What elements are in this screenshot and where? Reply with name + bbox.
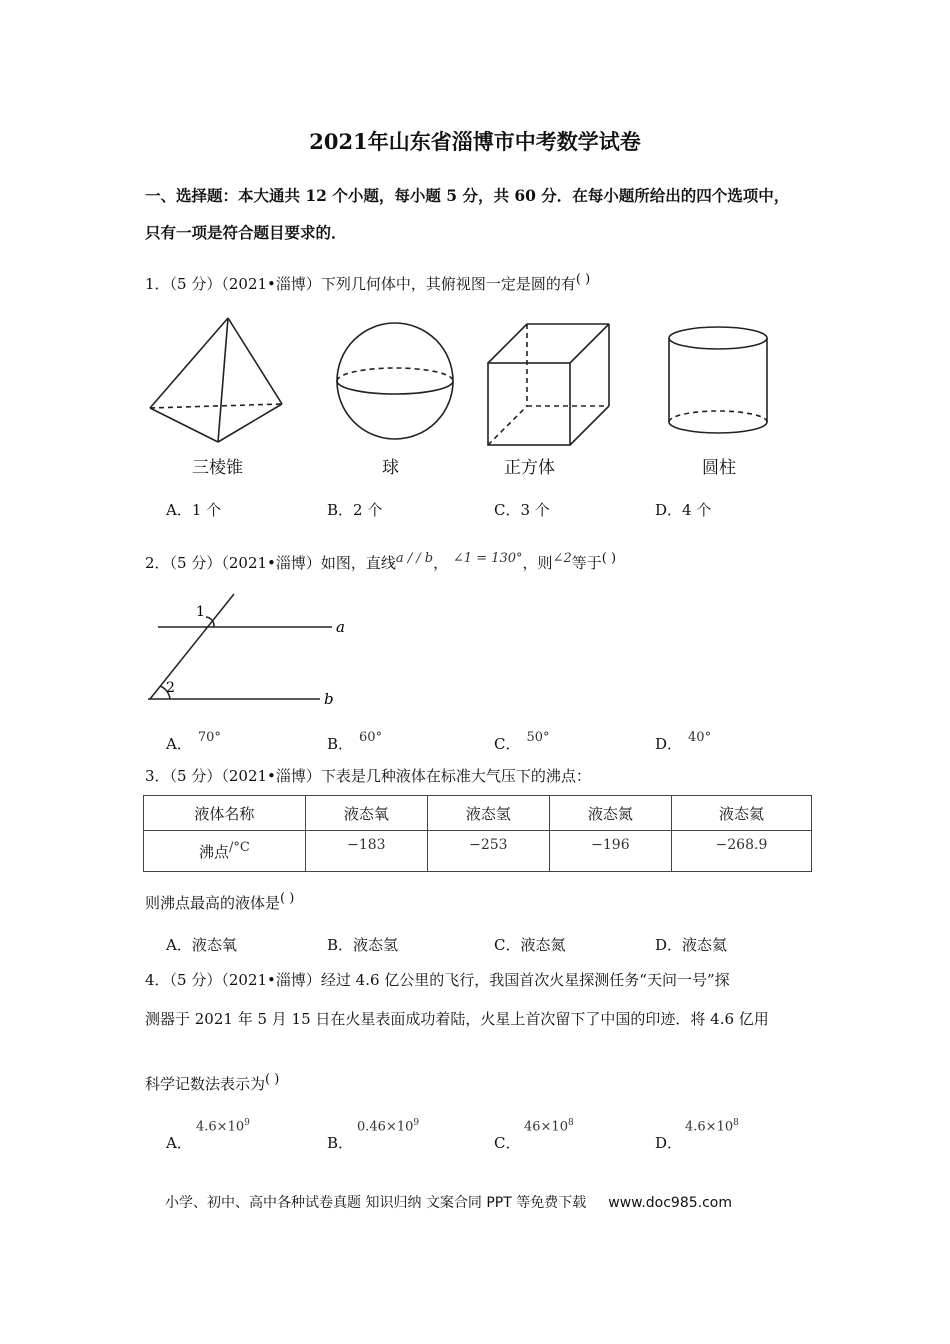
question-3-followup	[145, 891, 294, 913]
shape-label-triangular-pyramid: 三棱锥	[192, 458, 243, 478]
option-value	[685, 1118, 739, 1134]
option-value: 70°	[197, 730, 221, 745]
footer-link[interactable]: www.doc985.com	[608, 1195, 732, 1211]
option-mantissa: 0.46×10	[357, 1119, 414, 1135]
angle1-expression: ∠1 = 130°	[452, 551, 523, 566]
footer-text: 小学、初中、高中各种试卷真题 知识归纳 文案合同 PPT 等免费下载	[165, 1195, 587, 1211]
option-exponent: 9	[413, 1118, 420, 1128]
answer-blank: ( )	[601, 551, 617, 566]
q3-option-a[interactable]: A．液态氧	[166, 936, 237, 954]
table-cell: −253	[427, 831, 549, 872]
question-2-text-end: 等于	[571, 554, 602, 572]
table-header-cell: 液态氢	[427, 796, 549, 831]
question-3-followup-text: 则沸点最高的液体是	[145, 894, 281, 912]
question-2-stem: 2．（5 分）（2021•淄博）如图，直线a / / b， ∠1 = 130°，则∠2等于( )	[145, 551, 617, 572]
option-value	[524, 1118, 574, 1134]
question-1-text: 1．（5 分）（2021•淄博）下列几何体中，其俯视图一定是圆的有	[145, 275, 576, 293]
table-header-cell: 液体名称	[144, 796, 306, 831]
question-2-text-mid: ，则	[522, 554, 553, 572]
option-letter: A．	[166, 1134, 192, 1152]
option-exponent: 8	[733, 1118, 739, 1128]
table-header-cell: 液态氧	[305, 796, 427, 831]
option-value: 40°	[688, 730, 712, 745]
sphere-drawing	[337, 323, 453, 439]
q2-option-a[interactable]	[166, 730, 221, 754]
table-cell: −183	[305, 831, 427, 872]
option-letter: B．	[327, 735, 354, 753]
page-footer	[165, 1192, 732, 1212]
table-header-cell: 液态氦	[671, 796, 811, 831]
table-header-cell: 液态氮	[549, 796, 671, 831]
q1-option-a[interactable]: A．1 个	[166, 501, 222, 519]
q1-option-b[interactable]: B．2 个	[327, 501, 383, 519]
answer-blank: ( )	[575, 272, 591, 287]
option-letter: C．	[494, 1134, 521, 1152]
row-label-text: 沸点	[198, 843, 229, 861]
angle-1-arc	[206, 617, 214, 627]
table-row-label	[144, 831, 306, 872]
option-letter: B．	[327, 1134, 354, 1152]
q3-option-d[interactable]: D．液态氦	[655, 936, 728, 954]
question-1-stem	[145, 272, 590, 294]
option-letter: D．	[655, 1134, 683, 1152]
question-1-solids-figure	[140, 310, 790, 450]
line-b-label: b	[324, 690, 334, 708]
shape-label-sphere: 球	[382, 458, 399, 478]
option-mantissa: 46×10	[524, 1119, 568, 1135]
table-cell: −196	[549, 831, 671, 872]
option-value: 50°	[526, 730, 550, 745]
parallel-expression: a / / b	[395, 551, 434, 566]
table-row	[144, 831, 812, 872]
option-letter: A．	[166, 735, 192, 753]
angle-2-label: 2	[166, 680, 175, 696]
table-header-row	[144, 796, 812, 831]
answer-blank: ( )	[265, 1072, 280, 1087]
question-4-line3	[145, 1072, 279, 1094]
section-instructions-line1: 一、选择题：本大通共 12 个小题，每小题 5 分，共 60 分．在每小题所给出的四个选项中，	[145, 186, 790, 205]
page-title: 2021年山东省淄博市中考数学试卷	[309, 129, 641, 154]
q3-option-b[interactable]: B．液态氢	[327, 936, 399, 954]
option-exponent: 9	[244, 1118, 250, 1128]
option-value: 60°	[359, 730, 383, 745]
transversal-line	[150, 594, 234, 699]
option-value	[357, 1118, 419, 1134]
question-4-line2: 测器于 2021 年 5 月 15 日在火星表面成功着陆，火星上首次留下了中国的印迹．将 4.6 亿用	[145, 1010, 769, 1028]
question-2-parallel-lines-figure	[140, 590, 360, 715]
answer-blank: ( )	[280, 891, 295, 906]
option-letter: C．	[494, 735, 521, 753]
question-3-stem: 3．（5 分）（2021•淄博）下表是几种液体在标准大气压下的沸点：	[145, 767, 591, 785]
option-value	[196, 1118, 250, 1134]
shape-label-cylinder: 圆柱	[702, 458, 736, 478]
question-4-line3-text: 科学记数法表示为	[145, 1075, 266, 1093]
q1-option-d[interactable]: D．4 个	[655, 501, 712, 519]
q1-option-c[interactable]: C．3 个	[494, 501, 550, 519]
table-cell: −268.9	[671, 831, 811, 872]
boiling-point-table	[143, 795, 812, 872]
q2-option-b[interactable]	[327, 730, 382, 754]
question-4-line1: 4．（5 分）（2021•淄博）经过 4.6 亿公里的飞行，我国首次火星探测任务“天问一号”探	[145, 971, 730, 989]
option-mantissa: 4.6×10	[196, 1119, 245, 1135]
angle2-expression: ∠2	[552, 551, 572, 566]
option-letter: D．	[655, 735, 683, 753]
line-a-label: a	[336, 618, 345, 636]
cylinder-drawing	[669, 327, 767, 433]
triangular-pyramid-drawing	[150, 318, 282, 442]
q3-option-c[interactable]: C．液态氮	[494, 936, 566, 954]
option-exponent: 8	[567, 1118, 574, 1128]
option-mantissa: 4.6×10	[685, 1119, 734, 1135]
shape-label-cube: 正方体	[504, 458, 555, 478]
cube-drawing	[488, 324, 609, 445]
q2-option-d[interactable]	[655, 730, 711, 754]
row-unit: /°C	[229, 840, 250, 855]
angle-1-label: 1	[196, 604, 205, 620]
q2-option-c[interactable]	[494, 730, 550, 754]
question-2-text: 2．（5 分）（2021•淄博）如图，直线	[145, 554, 396, 572]
section-instructions-line2: 只有一项是符合题目要求的．	[145, 223, 347, 242]
